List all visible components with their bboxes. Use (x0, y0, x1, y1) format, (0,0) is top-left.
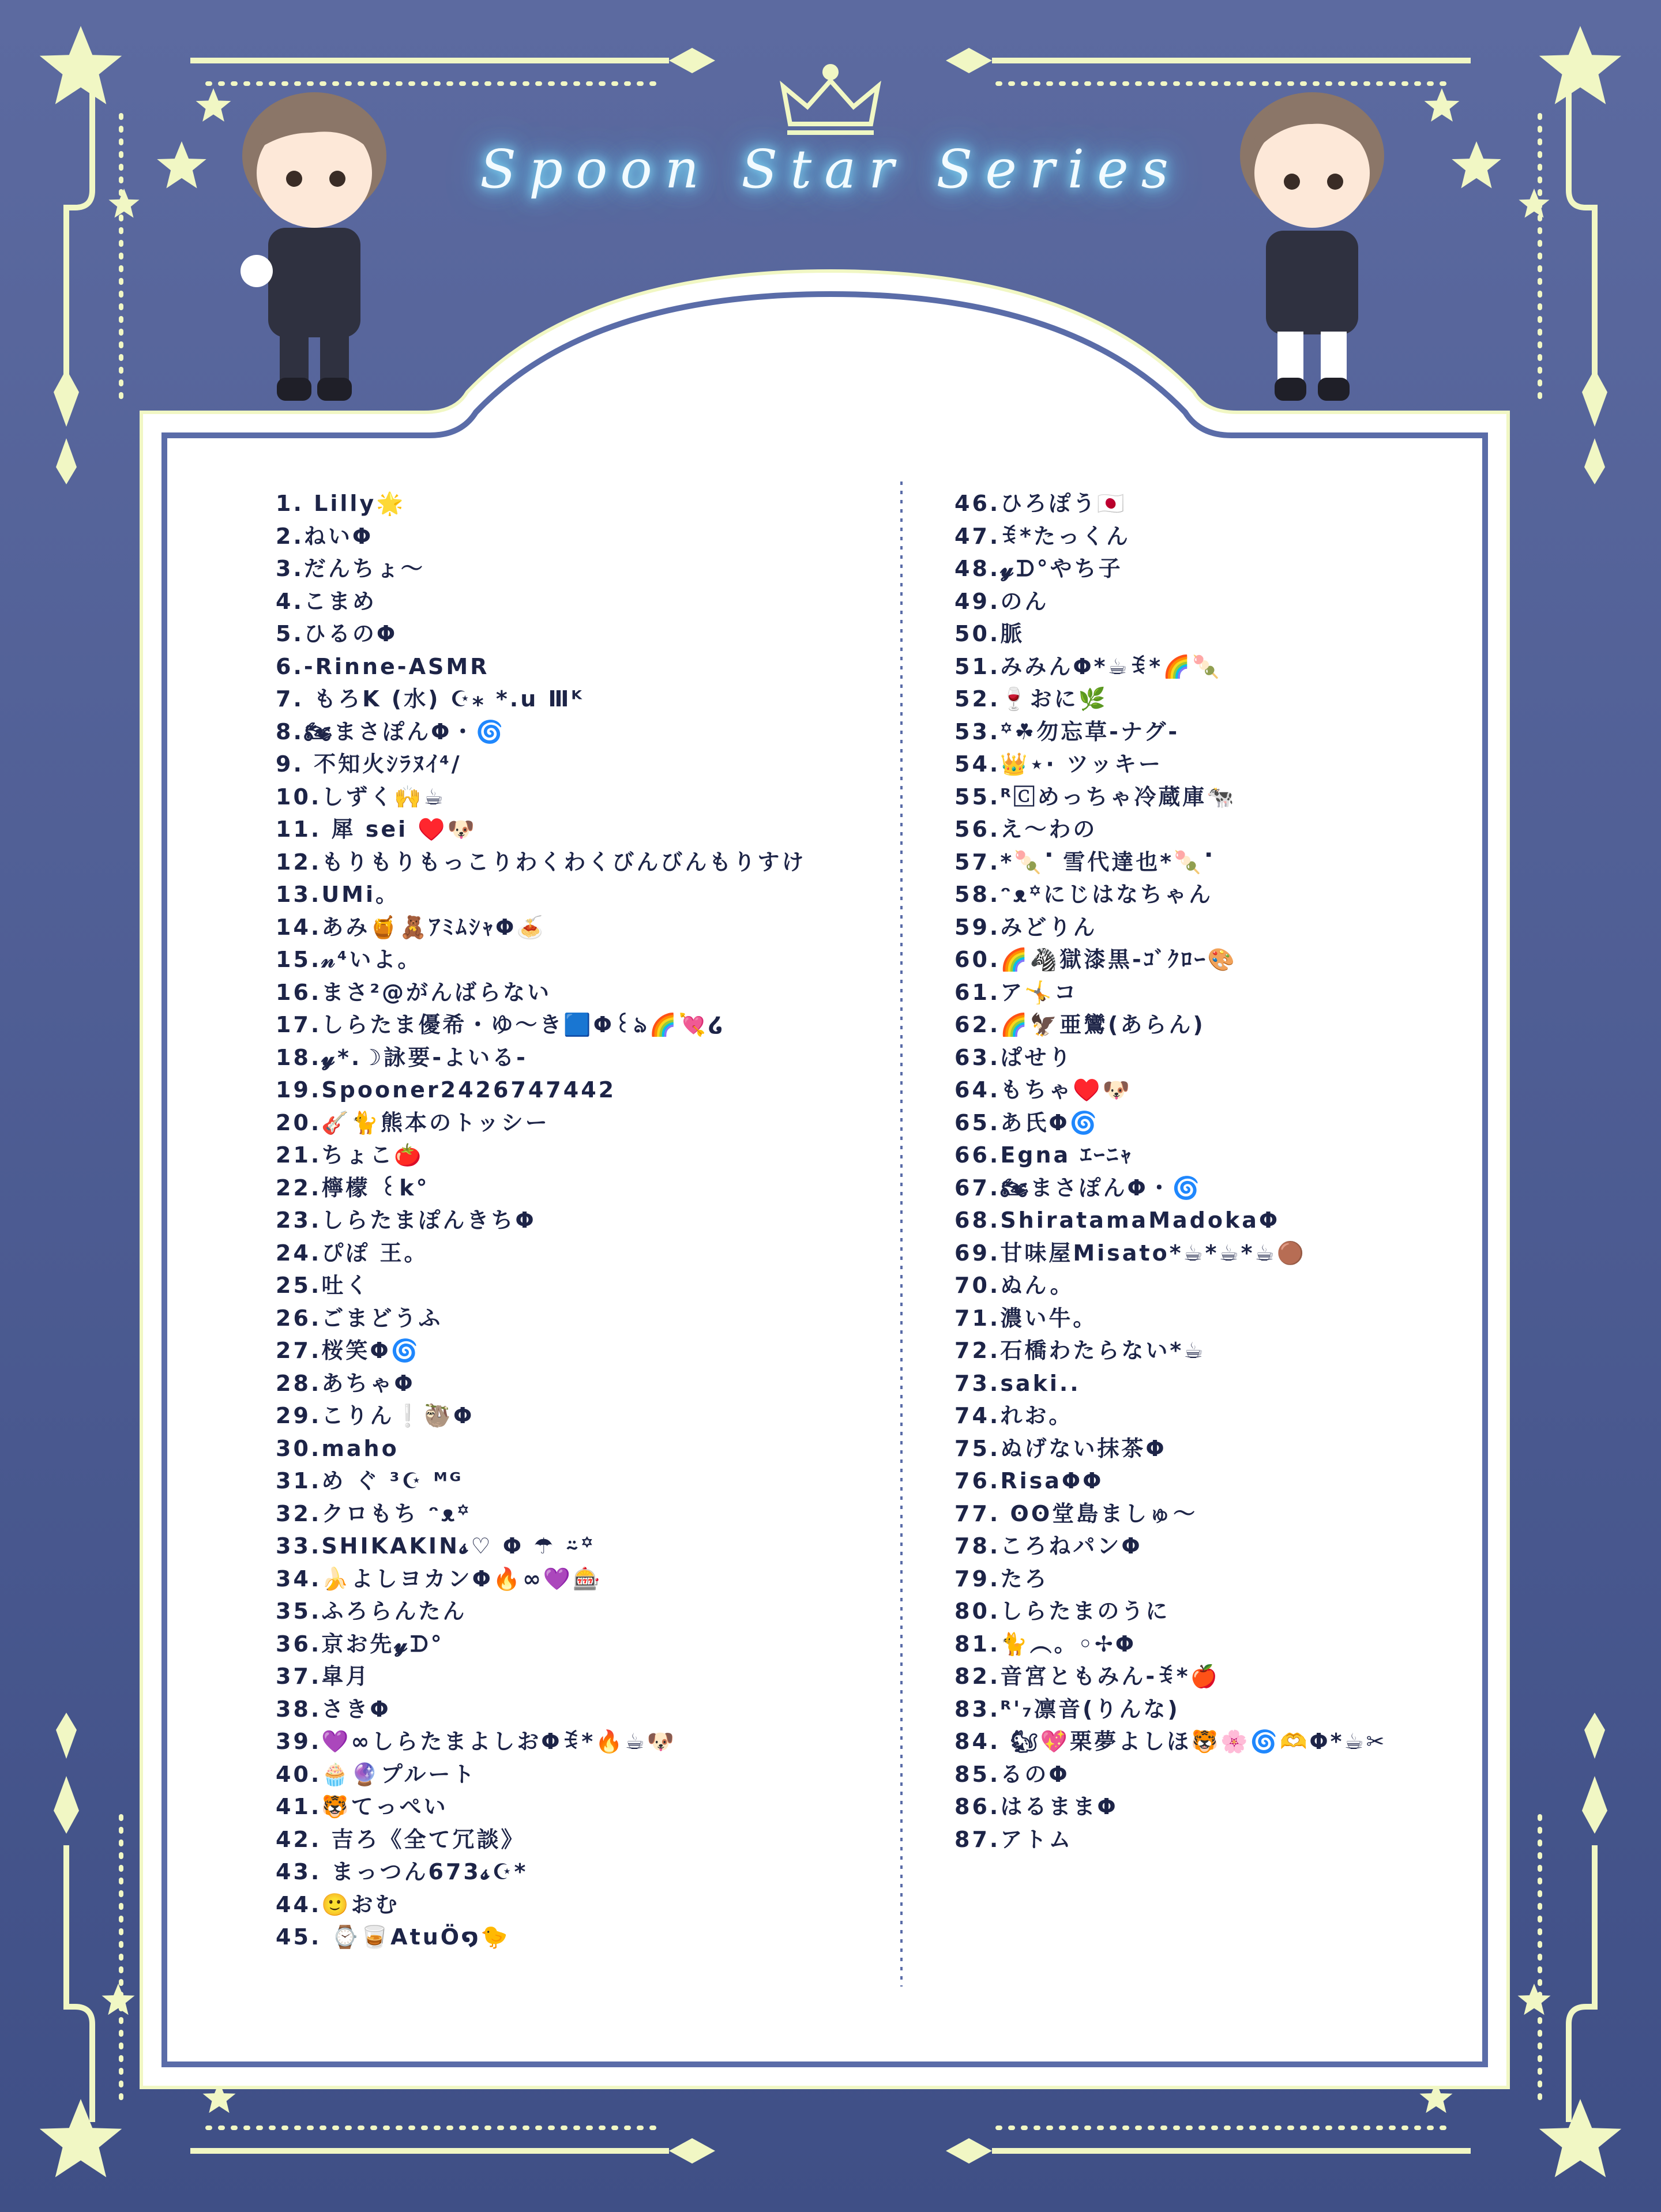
list-item: 53.꙳☘勿忘草-ナグ- (954, 718, 1180, 744)
list-item: 9. 不知火ｼﾗﾇｲ⁴/ (276, 751, 462, 777)
list-item: 24.ぴぽ 王。 (276, 1240, 429, 1266)
list-item: 51.みみんΦ*☕ꉂ*🌈🍡 (954, 653, 1222, 679)
list-item: 82.音宮ともみん-ꉂ*🍎 (954, 1664, 1220, 1689)
list-item: 8.🏍まさぽんΦ・🌀 (276, 718, 506, 744)
list-item: 14.あみ🍯🧸ｱﾐﾑｼｬΦ🍝 (276, 914, 546, 940)
list-item: 77. ʘʘ堂島ましゅ〜 (954, 1500, 1198, 1526)
list-item: 59.みどりん (954, 914, 1098, 940)
list-item: 57.*🍡⠁雪代達也*🍡⠁ (954, 849, 1223, 875)
list-item: 39.💜∞しらたまよしおΦꉂ*🔥☕🐶 (276, 1729, 677, 1754)
list-item: 17.しらたま優希・ゆ〜き🟦Φ꒰ঌ🌈💘໒ (276, 1012, 726, 1037)
list-item: 29.こりん❕🦥Φ (276, 1403, 475, 1428)
list-item: 26.ごまどうふ (276, 1305, 443, 1331)
list-item: 3.だんちょ〜 (276, 556, 425, 581)
list-item: 40.🧁🔮プルート (276, 1761, 477, 1787)
list-item: 46.ひろぽう🇯🇵 (954, 491, 1127, 516)
list-item: 34.🍌よしヨカンΦ🔥∞💜🎰 (276, 1566, 603, 1592)
list-item: 47.ꉂ*たっくん (954, 523, 1130, 549)
name-list-left (276, 487, 875, 1954)
list-item: 79.たろ (954, 1566, 1049, 1592)
list-item: 67.🏍まさぽんΦ・🌀 (954, 1175, 1202, 1201)
list-item: 84. 🐿💖栗夢よしほ🐯🌸🌀🫶Φ*☕✂ (954, 1729, 1387, 1754)
list-item: 37.皐月 (276, 1664, 370, 1689)
list-item: 43. まっつん673𝓼☪︎* (276, 1859, 528, 1884)
list-item: 54.👑⋆· ツッキー (954, 751, 1163, 777)
list-item: 55.ᴿ🄲めっちゃ冷蔵庫🐄 (954, 784, 1237, 810)
list-item: 70.ぬん。 (954, 1273, 1074, 1298)
list-item: 28.あちゃΦ (276, 1370, 415, 1396)
list-item: 52.🍷おに🌿 (954, 686, 1108, 712)
list-item: 69.甘味屋Misato*☕*☕*☕🟤 (954, 1240, 1306, 1266)
list-item: 16.まさ²@がんばらない (276, 979, 551, 1005)
list-item: 44.🙂おむ (276, 1891, 400, 1917)
list-item: 66.Egna ｴｰﾆｬ (954, 1142, 1134, 1168)
list-item: 64.もちゃ♥️🐶 (954, 1077, 1132, 1103)
list-item: 81.🐈︵。◦✢Φ (954, 1631, 1137, 1657)
list-item: 18.𝔂*.☽詠要-よいる- (276, 1044, 528, 1070)
list-item: 61.ア🤸コ (954, 979, 1078, 1005)
list-item: 33.SHIKAKIN𝓼♡ Φ ☂︎ ⍨꙳ (276, 1533, 596, 1559)
list-item: 74.れお。 (954, 1403, 1073, 1428)
list-item: 11. 犀 sei ♥️🐶 (276, 817, 478, 842)
list-item: 86.はるままΦ (954, 1794, 1118, 1819)
list-item: 6.-Rinne-ASMR (276, 653, 490, 679)
list-item: 85.るのΦ (954, 1761, 1070, 1787)
list-item: 38.さきΦ (276, 1696, 391, 1722)
list-item: 87.アトム (954, 1826, 1073, 1852)
list-item: 62.🌈🦅亜鸞(あらん) (954, 1012, 1205, 1037)
list-item: 15.𝓃⁴いよ。 (276, 947, 422, 972)
list-item: 42. 吉ろ《全て冗談》 (276, 1826, 525, 1852)
list-item: 58.ᵔᴥ꙳にじはなちゃん (954, 882, 1213, 907)
list-item: 68.ShiratamaMadokaΦ (954, 1207, 1280, 1233)
list-item: 27.桜笑Φ🌀 (276, 1338, 420, 1363)
list-item: 7. もろK (水) ☪︎⁎ *.u Ⅲᴷ (276, 686, 584, 712)
list-item: 41.🐯てっぺい (276, 1794, 448, 1819)
list-item: 63.ぱせり (954, 1044, 1073, 1070)
list-item: 75.ぬげない抹茶Φ (954, 1435, 1167, 1461)
list-item: 76.RisaΦΦ (954, 1468, 1104, 1494)
list-item: 36.京お先𝔂ᗪ° (276, 1631, 444, 1657)
list-item: 50.脈 (954, 621, 1025, 646)
list-item: 45. ⌚🥃AtuÖ໑🐤 (276, 1924, 510, 1950)
list-item: 10.しずく🙌☕ (276, 784, 446, 810)
list-item: 49.のん (954, 588, 1049, 614)
list-item: 80.しらたまのうに (954, 1598, 1170, 1624)
list-item: 1. Lilly🌟 (276, 491, 406, 516)
list-item: 25.吐く (276, 1273, 370, 1298)
list-item: 13.UMi。 (276, 882, 400, 907)
list-item: 2.ねいΦ (276, 523, 374, 549)
list-item: 20.🎸🐈熊本のトッシー (276, 1109, 550, 1135)
list-item: 35.ふろらんたん (276, 1598, 467, 1624)
list-item: 19.Spooner2426747442 (276, 1077, 617, 1103)
list-item: 30.maho (276, 1435, 399, 1461)
list-item: 56.え〜わの (954, 817, 1098, 842)
list-item: 71.濃い牛。 (954, 1305, 1098, 1331)
list-item: 31.め ぐ ³☪︎ ᴹᴳ (276, 1468, 464, 1494)
list-item: 78.ころねパンΦ (954, 1533, 1143, 1559)
list-item: 65.あ氏Φ🌀 (954, 1109, 1099, 1135)
page-title: Spoon Star Series (480, 138, 1181, 200)
list-item: 73.saki.. (954, 1370, 1081, 1396)
list-item: 22.檸檬 ꒰k° (276, 1175, 430, 1201)
list-item: 5.ひるのΦ (276, 621, 398, 646)
list-item: 32.クロもち ᵔᴥ꙳ (276, 1500, 472, 1526)
list-item: 48.𝔂ᗪ°やち子 (954, 556, 1123, 581)
list-item: 23.しらたまぽんきちΦ (276, 1207, 536, 1233)
list-item: 12.もりもりもっこりわくわくびんびんもりすけ (276, 849, 806, 875)
name-list-right (954, 487, 1531, 1856)
list-item: 60.🌈🦓獄漆黒-ｺﾞｸﾛｰ🎨 (954, 947, 1238, 972)
list-item: 4.こまめ (276, 588, 377, 614)
list-item: 72.石橋わたらない*☕ (954, 1338, 1206, 1363)
list-item: 83.ᴿ'₇凛音(りんな) (954, 1696, 1180, 1722)
list-item: 21.ちょこ🍅 (276, 1142, 424, 1168)
